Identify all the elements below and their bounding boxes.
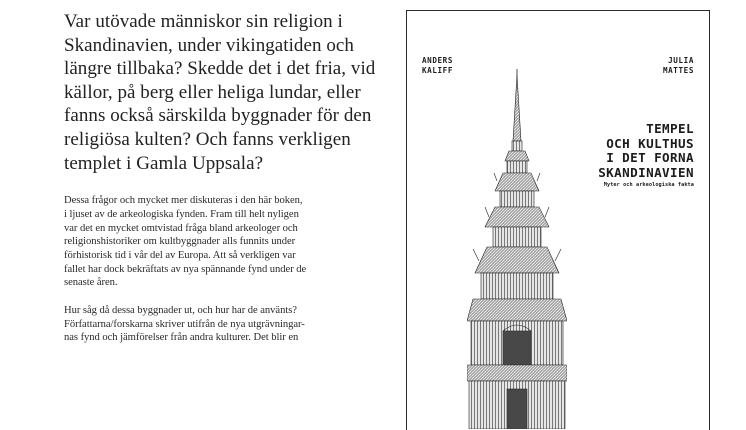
stave-church-illustration xyxy=(467,69,567,429)
book-subtitle: Myter och arkeologiska fakta xyxy=(603,182,694,188)
lead-line: Skandinavien, under vikingatiden och xyxy=(64,34,354,56)
body-paragraph-2 xyxy=(64,304,364,345)
lead-line: källor, på berg eller heliga lundar, eller xyxy=(64,81,361,103)
body-line: Hur såg då dessa byggnader ut, och hur har de använts? xyxy=(64,305,297,317)
lead-line: Var utövade människor sin religion i xyxy=(64,11,343,32)
body-line: Författarna/forskarna skriver utifrån de nya utgrävningar- xyxy=(64,318,305,330)
body-line: nas fynd och jämförelser från andra kulturer. Det blir en xyxy=(64,332,299,344)
lead-line: religiösa kulten? Och fanns verkligen xyxy=(64,128,351,150)
title-line: OCH KULTHUS xyxy=(606,135,694,151)
lead-line: templet i Gamla Uppsala? xyxy=(64,152,264,174)
lead-line: fanns också särskilda byggnader för den xyxy=(64,105,372,127)
author-last-name: MATTES xyxy=(662,66,694,75)
book-cover xyxy=(406,10,710,430)
body-line: var det en mycket omtvistad fråga bland arkeologer och xyxy=(64,222,298,234)
author-last-name: KALIFF xyxy=(422,66,454,75)
body-line: i ljuset av de arkeologiska fynden. Fram till helt nyligen xyxy=(64,208,299,220)
body-line: förhistorisk tid i vår del av Europa. Att så verkligen var xyxy=(64,249,296,261)
body-line: religionshistoriker om kultbyggnader alls funnits under xyxy=(64,236,296,248)
title-line: TEMPEL xyxy=(646,121,694,136)
body-line: senaste åren. xyxy=(64,277,118,289)
body-line: Dessa frågor och mycket mer diskuteras i den här boken, xyxy=(64,195,303,207)
book-title xyxy=(598,122,694,180)
body-line: fallet har dock bekräftats av nya spännande fynd under de xyxy=(64,263,307,275)
description-column xyxy=(64,10,376,345)
author-name-left xyxy=(422,56,453,76)
title-line: SKANDINAVIEN xyxy=(598,164,694,180)
title-line: I DET FORNA xyxy=(606,150,694,166)
lead-line: längre tillbaka? Skedde det i det fria, vid xyxy=(64,58,376,80)
author-first-name: ANDERS xyxy=(422,56,454,65)
lead-paragraph xyxy=(64,10,376,175)
author-first-name: JULIA xyxy=(668,56,694,65)
body-paragraph-1 xyxy=(64,194,364,290)
author-name-right xyxy=(663,56,694,76)
